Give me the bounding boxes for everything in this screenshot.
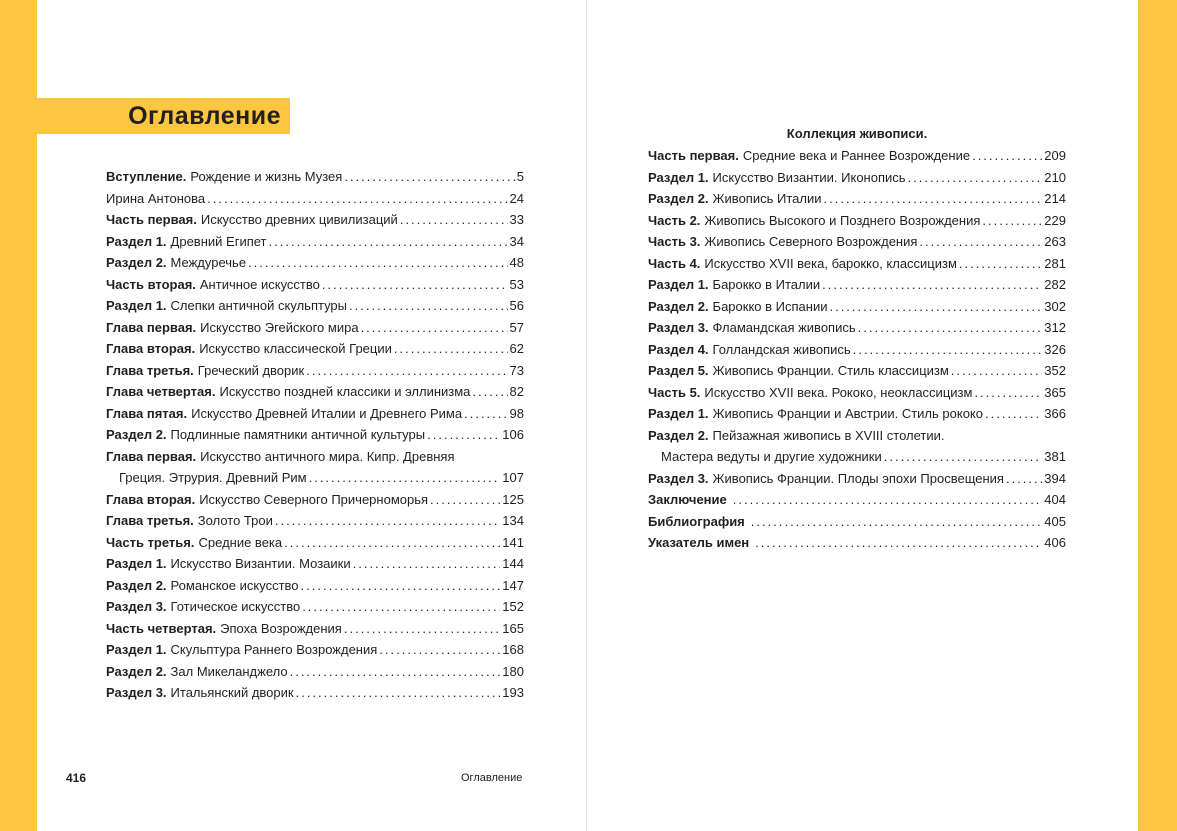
- toc-entry-title: Живопись Франции и Австрии. Стиль рококо: [712, 406, 983, 421]
- toc-entry-label: Раздел 1.: [648, 169, 709, 185]
- toc-entry-page: 366: [1044, 406, 1066, 421]
- toc-entry-label: Раздел 1.: [648, 277, 709, 292]
- toc-entry-label: Заключение: [648, 492, 727, 507]
- toc-entry: [106, 209, 524, 231]
- toc-entry-page: 34: [509, 233, 524, 249]
- toc-entry-title: Искусство древних цивилизаций: [200, 212, 398, 227]
- toc-entry-page: 125: [502, 491, 524, 507]
- toc-entry-page: 53: [509, 276, 524, 292]
- toc-entry-label: Раздел 5.: [648, 363, 709, 378]
- left-accent-band: [0, 0, 37, 831]
- toc-entry: [106, 274, 524, 296]
- dot-leader: [959, 253, 1042, 275]
- toc-entry-label: Раздел 1.: [106, 556, 167, 571]
- running-head: Оглавление: [461, 772, 523, 784]
- toc-entry: [648, 167, 1066, 189]
- toc-entry: [106, 639, 524, 661]
- toc-entry-label: Раздел 2.: [106, 427, 167, 442]
- toc-entry-title: Пейзажная живопись в XVIII столетии.: [712, 427, 945, 443]
- toc-entry-label: Глава третья.: [106, 513, 194, 528]
- toc-left-column: [106, 166, 524, 704]
- dot-leader: [207, 188, 507, 210]
- toc-entry-title: Мастера ведуты и другие художники: [661, 449, 882, 464]
- dot-leader: [464, 403, 507, 425]
- heading-highlight: [37, 98, 290, 134]
- toc-entry-page: 107: [502, 470, 524, 485]
- toc-entry-label: Глава первая.: [106, 319, 197, 335]
- toc-entry: [648, 489, 1066, 511]
- toc-entry: [106, 231, 524, 253]
- toc-entry: [648, 339, 1066, 361]
- toc-entry-label: Раздел 2.: [648, 191, 709, 206]
- toc-entry: [648, 468, 1066, 490]
- collection-title: Коллекция живописи.: [786, 126, 928, 141]
- toc-entry-title: Живопись Северного Возрождения: [704, 234, 918, 249]
- toc-entry: [648, 403, 1066, 425]
- page-number: 416: [66, 771, 87, 785]
- toc-entry-label: Часть вторая.: [106, 276, 196, 292]
- toc-entry-label: Часть 2.: [648, 212, 701, 228]
- toc-entry-label: Часть четвертая.: [106, 620, 217, 636]
- toc-entry-label: Глава первая.: [106, 448, 197, 464]
- toc-entry-page: 282: [1044, 277, 1066, 292]
- toc-entry-label: Часть третья.: [106, 534, 195, 550]
- page-title: Оглавление: [128, 102, 281, 130]
- toc-entry-page: 82: [509, 384, 524, 399]
- dot-leader: [302, 596, 500, 618]
- toc-entry: [106, 661, 524, 683]
- toc-entry-title: Искусство поздней классики и эллинизма: [219, 384, 471, 399]
- dot-leader: [344, 618, 500, 640]
- toc-entry: [106, 403, 524, 425]
- toc-entry-page: 57: [509, 319, 524, 335]
- toc-entry: [648, 210, 1066, 232]
- toc-entry: [106, 467, 524, 489]
- dot-leader: [1006, 468, 1042, 490]
- toc-entry-page: 98: [509, 405, 524, 421]
- toc-entry-label: Раздел 1.: [106, 233, 167, 249]
- dot-leader: [353, 553, 501, 575]
- toc-entry: [648, 317, 1066, 339]
- toc-entry-page: 165: [502, 620, 524, 636]
- toc-entry-page: 152: [502, 599, 524, 614]
- toc-entry-title: Фламандская живопись: [712, 320, 856, 335]
- dot-leader: [430, 489, 500, 511]
- toc-entry: [648, 425, 1066, 447]
- toc-entry-page: 352: [1044, 363, 1066, 378]
- toc-entry-title: Барокко в Италии: [712, 277, 821, 292]
- dot-leader: [394, 338, 508, 360]
- toc-entry-page: 168: [502, 642, 524, 657]
- toc-entry-title: Греция. Этрурия. Древний Рим: [119, 470, 307, 485]
- toc-entry: [648, 446, 1066, 468]
- toc-entry: [106, 575, 524, 597]
- dot-leader: [269, 231, 508, 253]
- dot-leader: [472, 381, 507, 403]
- toc-entry-title: Искусство Эгейского мира: [200, 319, 359, 335]
- toc-entry-label: Раздел 2.: [106, 663, 167, 679]
- toc-entry-title: Искусство XVII века, барокко, классицизм: [704, 255, 957, 271]
- toc-entry: [648, 532, 1066, 554]
- toc-entry: [648, 145, 1066, 167]
- dot-leader: [400, 209, 508, 231]
- toc-entry-title: Подлинные памятники античной культуры: [170, 427, 426, 442]
- dot-leader: [290, 661, 501, 683]
- toc-entry-page: 193: [502, 685, 524, 700]
- toc-entry-title: Живопись Франции. Стиль классицизм: [712, 363, 949, 378]
- toc-entry-page: 405: [1044, 513, 1066, 529]
- toc-entry-label: Глава вторая.: [106, 341, 196, 356]
- toc-entry-page: 406: [1044, 535, 1066, 550]
- dot-leader: [908, 167, 1043, 189]
- toc-entry: [106, 553, 524, 575]
- toc-entry: [648, 511, 1066, 533]
- toc-entry-label: Глава пятая.: [106, 405, 188, 421]
- dot-leader: [296, 682, 501, 704]
- toc-entry-title: Искусство Византии. Иконопись: [712, 169, 906, 185]
- toc-entry-label: Раздел 1.: [106, 642, 167, 657]
- toc-entry-title: Живопись Высокого и Позднего Возрождения: [704, 212, 981, 228]
- toc-entry-page: 48: [509, 255, 524, 270]
- toc-entry: [106, 317, 524, 339]
- toc-entry: [106, 596, 524, 618]
- dot-leader: [427, 424, 500, 446]
- toc-entry-title: Барокко в Испании: [712, 298, 828, 314]
- dot-leader: [322, 274, 508, 296]
- toc-entry-label: Указатель имен: [648, 535, 750, 550]
- dot-leader: [306, 360, 507, 382]
- toc-entry: [648, 253, 1066, 275]
- toc-entry: [106, 381, 524, 403]
- toc-entry-page: 24: [509, 190, 524, 206]
- toc-entry-page: 302: [1044, 298, 1066, 314]
- toc-entry-title: Древний Египет: [170, 233, 267, 249]
- dot-leader: [858, 317, 1043, 339]
- toc-entry-page: 33: [509, 212, 524, 227]
- toc-entry-page: 209: [1044, 148, 1066, 163]
- toc-entry-label: Раздел 2.: [106, 577, 167, 593]
- toc-entry: [106, 532, 524, 554]
- toc-entry: [106, 360, 524, 382]
- right-accent-band: [1138, 0, 1177, 831]
- toc-entry-title: Эпоха Возрождения: [220, 620, 342, 636]
- toc-entry: [106, 252, 524, 274]
- toc-entry-page: 281: [1044, 255, 1066, 271]
- toc-entry: [106, 424, 524, 446]
- toc-entry-label: Часть 5.: [648, 384, 701, 400]
- dot-leader: [982, 210, 1042, 232]
- toc-entry-label: Часть первая.: [106, 212, 197, 227]
- dot-leader: [248, 252, 507, 274]
- toc-entry-title: Готическое искусство: [170, 599, 301, 614]
- toc-entry-title: Искусство Древней Италии и Древнего Рима: [191, 405, 463, 421]
- toc-entry-label: Часть 4.: [648, 255, 701, 271]
- toc-entry-label: Раздел 2.: [106, 255, 167, 270]
- toc-entry: [106, 682, 524, 704]
- toc-entry: [106, 338, 524, 360]
- toc-entry-page: 62: [509, 341, 524, 356]
- toc-entry-title: Искусство античного мира. Кипр. Древняя: [200, 448, 455, 464]
- toc-entry-title: Искусство классической Греции: [199, 341, 392, 356]
- toc-entry-page: 326: [1044, 341, 1066, 357]
- dot-leader: [733, 489, 1043, 511]
- toc-entry: [106, 295, 524, 317]
- dot-leader: [284, 532, 500, 554]
- toc-entry-title: Живопись Франции. Плоды эпохи Просвещения: [712, 470, 1004, 486]
- toc-entry: [106, 618, 524, 640]
- toc-entry: [106, 166, 524, 188]
- toc-entry-label: Часть первая.: [648, 148, 739, 163]
- toc-entry: [106, 510, 524, 532]
- toc-entry-title: Искусство Северного Причерноморья: [199, 491, 429, 507]
- dot-leader: [822, 274, 1042, 296]
- toc-entry-title: Искусство Византии. Мозаики: [170, 556, 351, 571]
- toc-entry-title: Зал Микеланджело: [170, 663, 288, 679]
- toc-entry-page: 144: [502, 556, 524, 571]
- toc-entry-label: Раздел 3.: [648, 470, 709, 486]
- toc-entry: [106, 188, 524, 210]
- toc-entry-title: Греческий дворик: [197, 362, 305, 378]
- toc-entry-title: Романское искусство: [170, 577, 299, 593]
- toc-entry-label: Раздел 2.: [648, 298, 709, 314]
- toc-entry-label: Вступление.: [106, 169, 187, 184]
- toc-right-column: [648, 145, 1066, 554]
- toc-entry-page: 106: [502, 427, 524, 442]
- toc-entry-title: Междуречье: [170, 255, 247, 270]
- dot-leader: [951, 360, 1043, 382]
- toc-entry-page: 263: [1044, 234, 1066, 249]
- toc-entry-page: 73: [509, 362, 524, 378]
- toc-entry-label: Глава третья.: [106, 362, 194, 378]
- toc-entry-label: Раздел 2.: [648, 427, 709, 443]
- dot-leader: [919, 231, 1042, 253]
- toc-entry-title: Рождение и жизнь Музея: [190, 169, 343, 184]
- dot-leader: [829, 296, 1042, 318]
- toc-entry-page: 5: [516, 169, 524, 184]
- toc-entry-page: 365: [1044, 384, 1066, 400]
- dot-leader: [309, 467, 501, 489]
- toc-entry-label: Раздел 1.: [106, 298, 167, 313]
- toc-entry-label: Раздел 3.: [648, 320, 709, 335]
- dot-leader: [361, 317, 508, 339]
- toc-entry-label: Библиография: [648, 513, 745, 529]
- dot-leader: [349, 295, 508, 317]
- toc-entry-title: Итальянский дворик: [170, 685, 294, 700]
- toc-entry-title: Золото Трои: [197, 513, 273, 528]
- toc-entry-page: 229: [1044, 212, 1066, 228]
- toc-entry-page: 141: [502, 534, 524, 550]
- toc-entry: [648, 188, 1066, 210]
- toc-entry-title: Средние века: [198, 534, 283, 550]
- toc-entry-label: Раздел 3.: [106, 685, 167, 700]
- toc-entry-title: Античное искусство: [199, 276, 320, 292]
- toc-entry-label: Раздел 4.: [648, 341, 709, 357]
- toc-entry-label: Глава четвертая.: [106, 384, 216, 399]
- toc-entry: [106, 446, 524, 468]
- toc-entry: [106, 489, 524, 511]
- toc-entry-title: Слепки античной скульптуры: [170, 298, 348, 313]
- toc-entry-page: 381: [1044, 449, 1066, 464]
- toc-entry-title: Голландская живопись: [712, 341, 851, 357]
- toc-entry-title: Ирина Антонова: [106, 190, 206, 206]
- toc-entry: [648, 231, 1066, 253]
- toc-entry-page: 134: [502, 513, 524, 528]
- dot-leader: [884, 446, 1043, 468]
- toc-entry-title: Средние века и Раннее Возрождение: [742, 148, 971, 163]
- dot-leader: [379, 639, 500, 661]
- toc-entry-page: 394: [1044, 470, 1066, 486]
- toc-entry-page: 56: [509, 298, 524, 313]
- toc-entry-label: Часть 3.: [648, 234, 701, 249]
- toc-entry-label: Глава вторая.: [106, 491, 196, 507]
- dot-leader: [344, 166, 514, 188]
- toc-entry-page: 312: [1044, 320, 1066, 335]
- toc-entry-page: 147: [502, 577, 524, 593]
- toc-entry-label: Раздел 3.: [106, 599, 167, 614]
- toc-entry: [648, 274, 1066, 296]
- toc-entry: [648, 296, 1066, 318]
- toc-entry-page: 404: [1044, 492, 1066, 507]
- dot-leader: [751, 511, 1043, 533]
- toc-entry: [648, 360, 1066, 382]
- toc-entry-title: Живопись Италии: [712, 191, 822, 206]
- toc-entry: [648, 382, 1066, 404]
- dot-leader: [972, 145, 1042, 167]
- dot-leader: [985, 403, 1042, 425]
- toc-entry-page: 214: [1044, 191, 1066, 206]
- toc-entry-page: 180: [502, 663, 524, 679]
- dot-leader: [755, 532, 1042, 554]
- toc-entry-label: Раздел 1.: [648, 406, 709, 421]
- dot-leader: [275, 510, 500, 532]
- dot-leader: [301, 575, 501, 597]
- dot-leader: [823, 188, 1042, 210]
- dot-leader: [853, 339, 1043, 361]
- toc-entry-page: 210: [1044, 169, 1066, 185]
- toc-entry-title: Скульптура Раннего Возрождения: [170, 642, 378, 657]
- toc-entry-title: Искусство XVII века. Рококо, неоклассицизм: [704, 384, 973, 400]
- page-gutter: [586, 0, 587, 831]
- dot-leader: [974, 382, 1042, 404]
